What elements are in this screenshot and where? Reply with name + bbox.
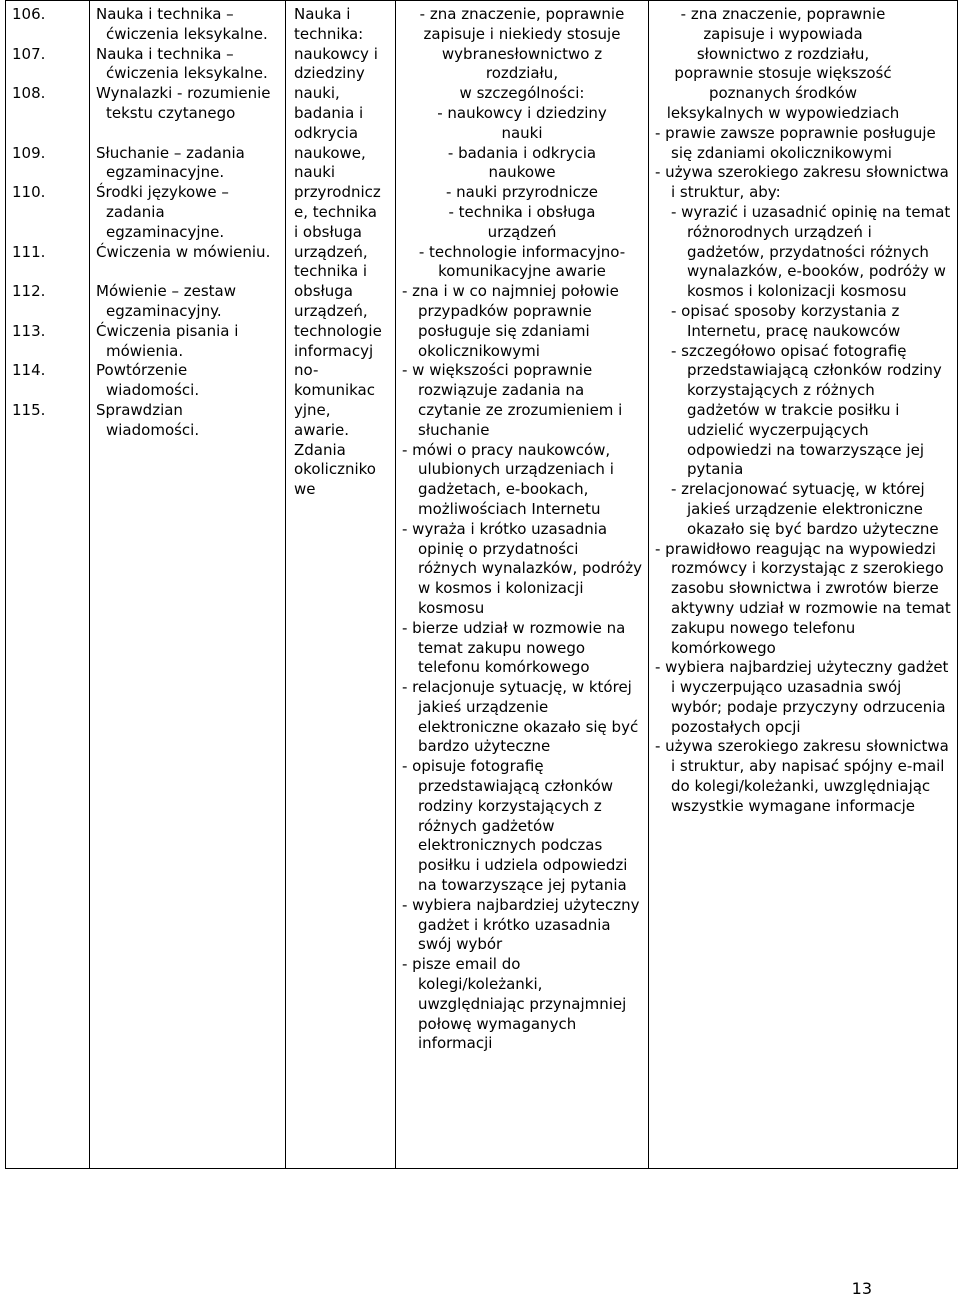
lesson-number: 115. [12, 400, 46, 419]
lesson-number: 106. [12, 5, 46, 23]
content-line: naukowcy i [294, 44, 378, 63]
extended-requirement-item: - używa szerokiego zakresu słownictwa i struktur, aby napisać spójny e-mail do kolegi/koleżanki, uwzględniając wszystkie wymagane informacje [655, 737, 949, 815]
content-line: no- [294, 361, 319, 380]
content-line: odkrycia [294, 123, 359, 142]
extended-intro-line: poprawnie stosuje większość [674, 64, 892, 83]
extended-requirement-subitem: - zrelacjonować sytuację, w której jakieś urządzenie elektroniczne okazało się być bardzo użyteczne [671, 480, 939, 538]
lesson-topic: Środki językowe – zadania egzaminacyjne. [96, 183, 229, 241]
lesson-number: 108. [12, 84, 46, 103]
extended-intro [655, 5, 951, 124]
basic-requirement-item: - pisze email do kolegi/koleżanki, uwzględniając przynajmniej połowę wymaganych informacji [402, 955, 627, 1053]
basic-intro-line: rozdziału, [485, 64, 559, 83]
basic-requirement-item: - bierze udział w rozmowie na temat zakupu nowego telefonu komórkowego [402, 618, 626, 677]
content-line: naukowe, [294, 143, 366, 162]
lesson-number: 114. [12, 361, 46, 380]
extended-requirement-subitem: - szczegółowo opisać fotografię przedstawiającą członków rodziny korzystających z różnych gadżetów w trakcie posiłku i udzielić wyczerpujących odpowiedzi na towarzyszące jej pytania [671, 341, 942, 479]
basic-requirement-item: - wybiera najbardziej użyteczny gadżet i krótko uzasadnia swój wybór [402, 895, 640, 954]
content-line: technika i [294, 262, 368, 281]
basic-intro [402, 5, 642, 104]
page-number: 13 [851, 1279, 872, 1298]
lesson-number: 110. [12, 183, 46, 202]
content-line: informacyj [294, 341, 374, 360]
lesson-number: 111. [12, 242, 46, 261]
lesson-number-cell [6, 1, 90, 1169]
extended-intro-line: zapisuje i wypowiada [703, 24, 863, 43]
lesson-topic: Ćwiczenia pisania i mówienia. [96, 321, 239, 360]
content-line: przyrodnicz [294, 183, 381, 202]
content-line: i obsługa [294, 222, 362, 241]
lesson-number: 107. [12, 44, 46, 63]
extended-intro-line: leksykalnych w wypowiedziach [666, 103, 900, 122]
content-line: okoliczniko [294, 460, 376, 479]
basic-requirement-item: - opisuje fotografię przedstawiającą członków rodziny korzystających z różnych gadżetów elektronicznych podczas posiłku i udziela odpowiedzi na towarzyszące jej pytania [402, 757, 628, 895]
content-line: we [294, 480, 316, 499]
content-line: urządzeń, [294, 301, 368, 320]
extended-requirement-item: - wybiera najbardziej użyteczny gadżet i wyczerpująco uzasadnia swój wybór; podaje przyczyny odrzucenia pozostałych opcji [655, 658, 949, 736]
lesson-topic: Nauka i technika – ćwiczenia leksykalne. [96, 5, 268, 43]
extended-intro-line: poznanych środków [708, 84, 858, 103]
basic-intro-line: wybranesłownictwo z [441, 44, 603, 63]
lesson-topic: Wynalazki - rozumienie tekstu czytanego [96, 84, 271, 122]
lesson-topic: Nauka i technika – ćwiczenia leksykalne. [96, 44, 268, 83]
content-line: obsługa [294, 282, 353, 301]
basic-vocab-item: - technologie informacyjno-komunikacyjne awarie [418, 242, 626, 281]
extended-intro-line: - zna znaczenie, poprawnie [680, 5, 886, 23]
content-line: badania i [294, 103, 364, 122]
content-line: urządzeń, [294, 242, 368, 261]
lesson-content-cell [286, 1, 396, 1169]
content-line: yjne, [294, 400, 331, 419]
content-line: Nauka i [294, 5, 351, 23]
extended-requirement-subitem: - opisać sposoby korzystania z Internetu, pracę naukowców [671, 301, 901, 340]
lesson-number: 113. [12, 321, 46, 340]
basic-vocab-item: - nauki przyrodnicze [445, 183, 598, 202]
basic-intro-line: w szczególności: [459, 84, 585, 103]
content-line: Zdania [294, 440, 346, 459]
lesson-topic: Sprawdzian wiadomości. [96, 400, 200, 439]
basic-intro-line: - zna znaczenie, poprawnie [419, 5, 625, 23]
table-row [6, 1, 958, 1169]
basic-intro-line: zapisuje i niekiedy stosuje [423, 24, 621, 43]
extended-requirement-item: - prawidłowo reagując na wypowiedzi rozmówcy i korzystając z szerokiego zasobu słownictwa i zwrotów bierze aktywny udział w rozmowie na temat zakupu nowego telefonu komórkowego [655, 539, 951, 657]
basic-requirement-item: - zna i w co najmniej połowie przypadków poprawnie posługuje się zdaniami okolicznikowymi [402, 282, 619, 360]
content-line: dziedziny [294, 64, 365, 83]
basic-requirement-item: - relacjonuje sytuację, w której jakieś urządzenie elektroniczne okazało się być bardzo użyteczne [402, 678, 639, 756]
content-line: technologie [294, 321, 382, 340]
content-line: nauki [294, 163, 336, 182]
extended-requirements-cell [649, 1, 958, 1169]
extended-requirement-item: - używa szerokiego zakresu słownictwa i struktur, aby: [655, 163, 949, 202]
extended-requirement-item: - prawie zawsze poprawnie posługuje się zdaniami okolicznikowymi [655, 123, 936, 162]
basic-requirements-cell [396, 1, 649, 1169]
content-line: e, technika [294, 202, 377, 221]
lesson-topic-cell [90, 1, 286, 1169]
extended-intro-line: słownictwo z rozdziału, [696, 44, 870, 63]
lesson-topic: Mówienie – zestaw egzaminacyjny. [96, 282, 236, 320]
basic-vocab-item: - technika i obsługa urządzeń [448, 202, 596, 241]
lesson-topic: Słuchanie – zadania egzaminacyjne. [96, 143, 245, 182]
content-line: awarie. [294, 420, 349, 439]
content-line: komunikac [294, 381, 375, 400]
basic-requirement-item: - mówi o pracy naukowców, ulubionych urządzeniach i gadżetach, e-bookach, możliwościach Internetu [402, 440, 614, 518]
basic-requirement-item: - wyraża i krótko uzasadnia opinię o przydatności różnych wynalazków, podróży w kosmos i kolonizacji kosmosu [402, 519, 642, 617]
basic-vocab-item: - badania i odkrycia naukowe [447, 143, 597, 182]
basic-requirement-item: - w większości poprawnie rozwiązuje zadania na czytanie ze zrozumieniem i słuchanie [402, 361, 623, 439]
content-line: nauki, [294, 84, 340, 103]
content-line: technika: [294, 24, 364, 43]
lesson-number: 112. [12, 282, 46, 301]
lesson-topic: Powtórzenie wiadomości. [96, 361, 200, 400]
basic-vocab-item: - naukowcy i dziedziny nauki [437, 103, 607, 142]
extended-requirement-subitem: - wyrazić i uzasadnić opinię na temat różnorodnych urządzeń i gadżetów, przydatności różnych wynalazków, e-booków, podróży w kosmos i kolonizacji kosmosu [671, 202, 951, 301]
requirements-table [5, 0, 958, 1169]
lesson-number: 109. [12, 143, 46, 162]
lesson-topic: Ćwiczenia w mówieniu. [96, 242, 271, 261]
